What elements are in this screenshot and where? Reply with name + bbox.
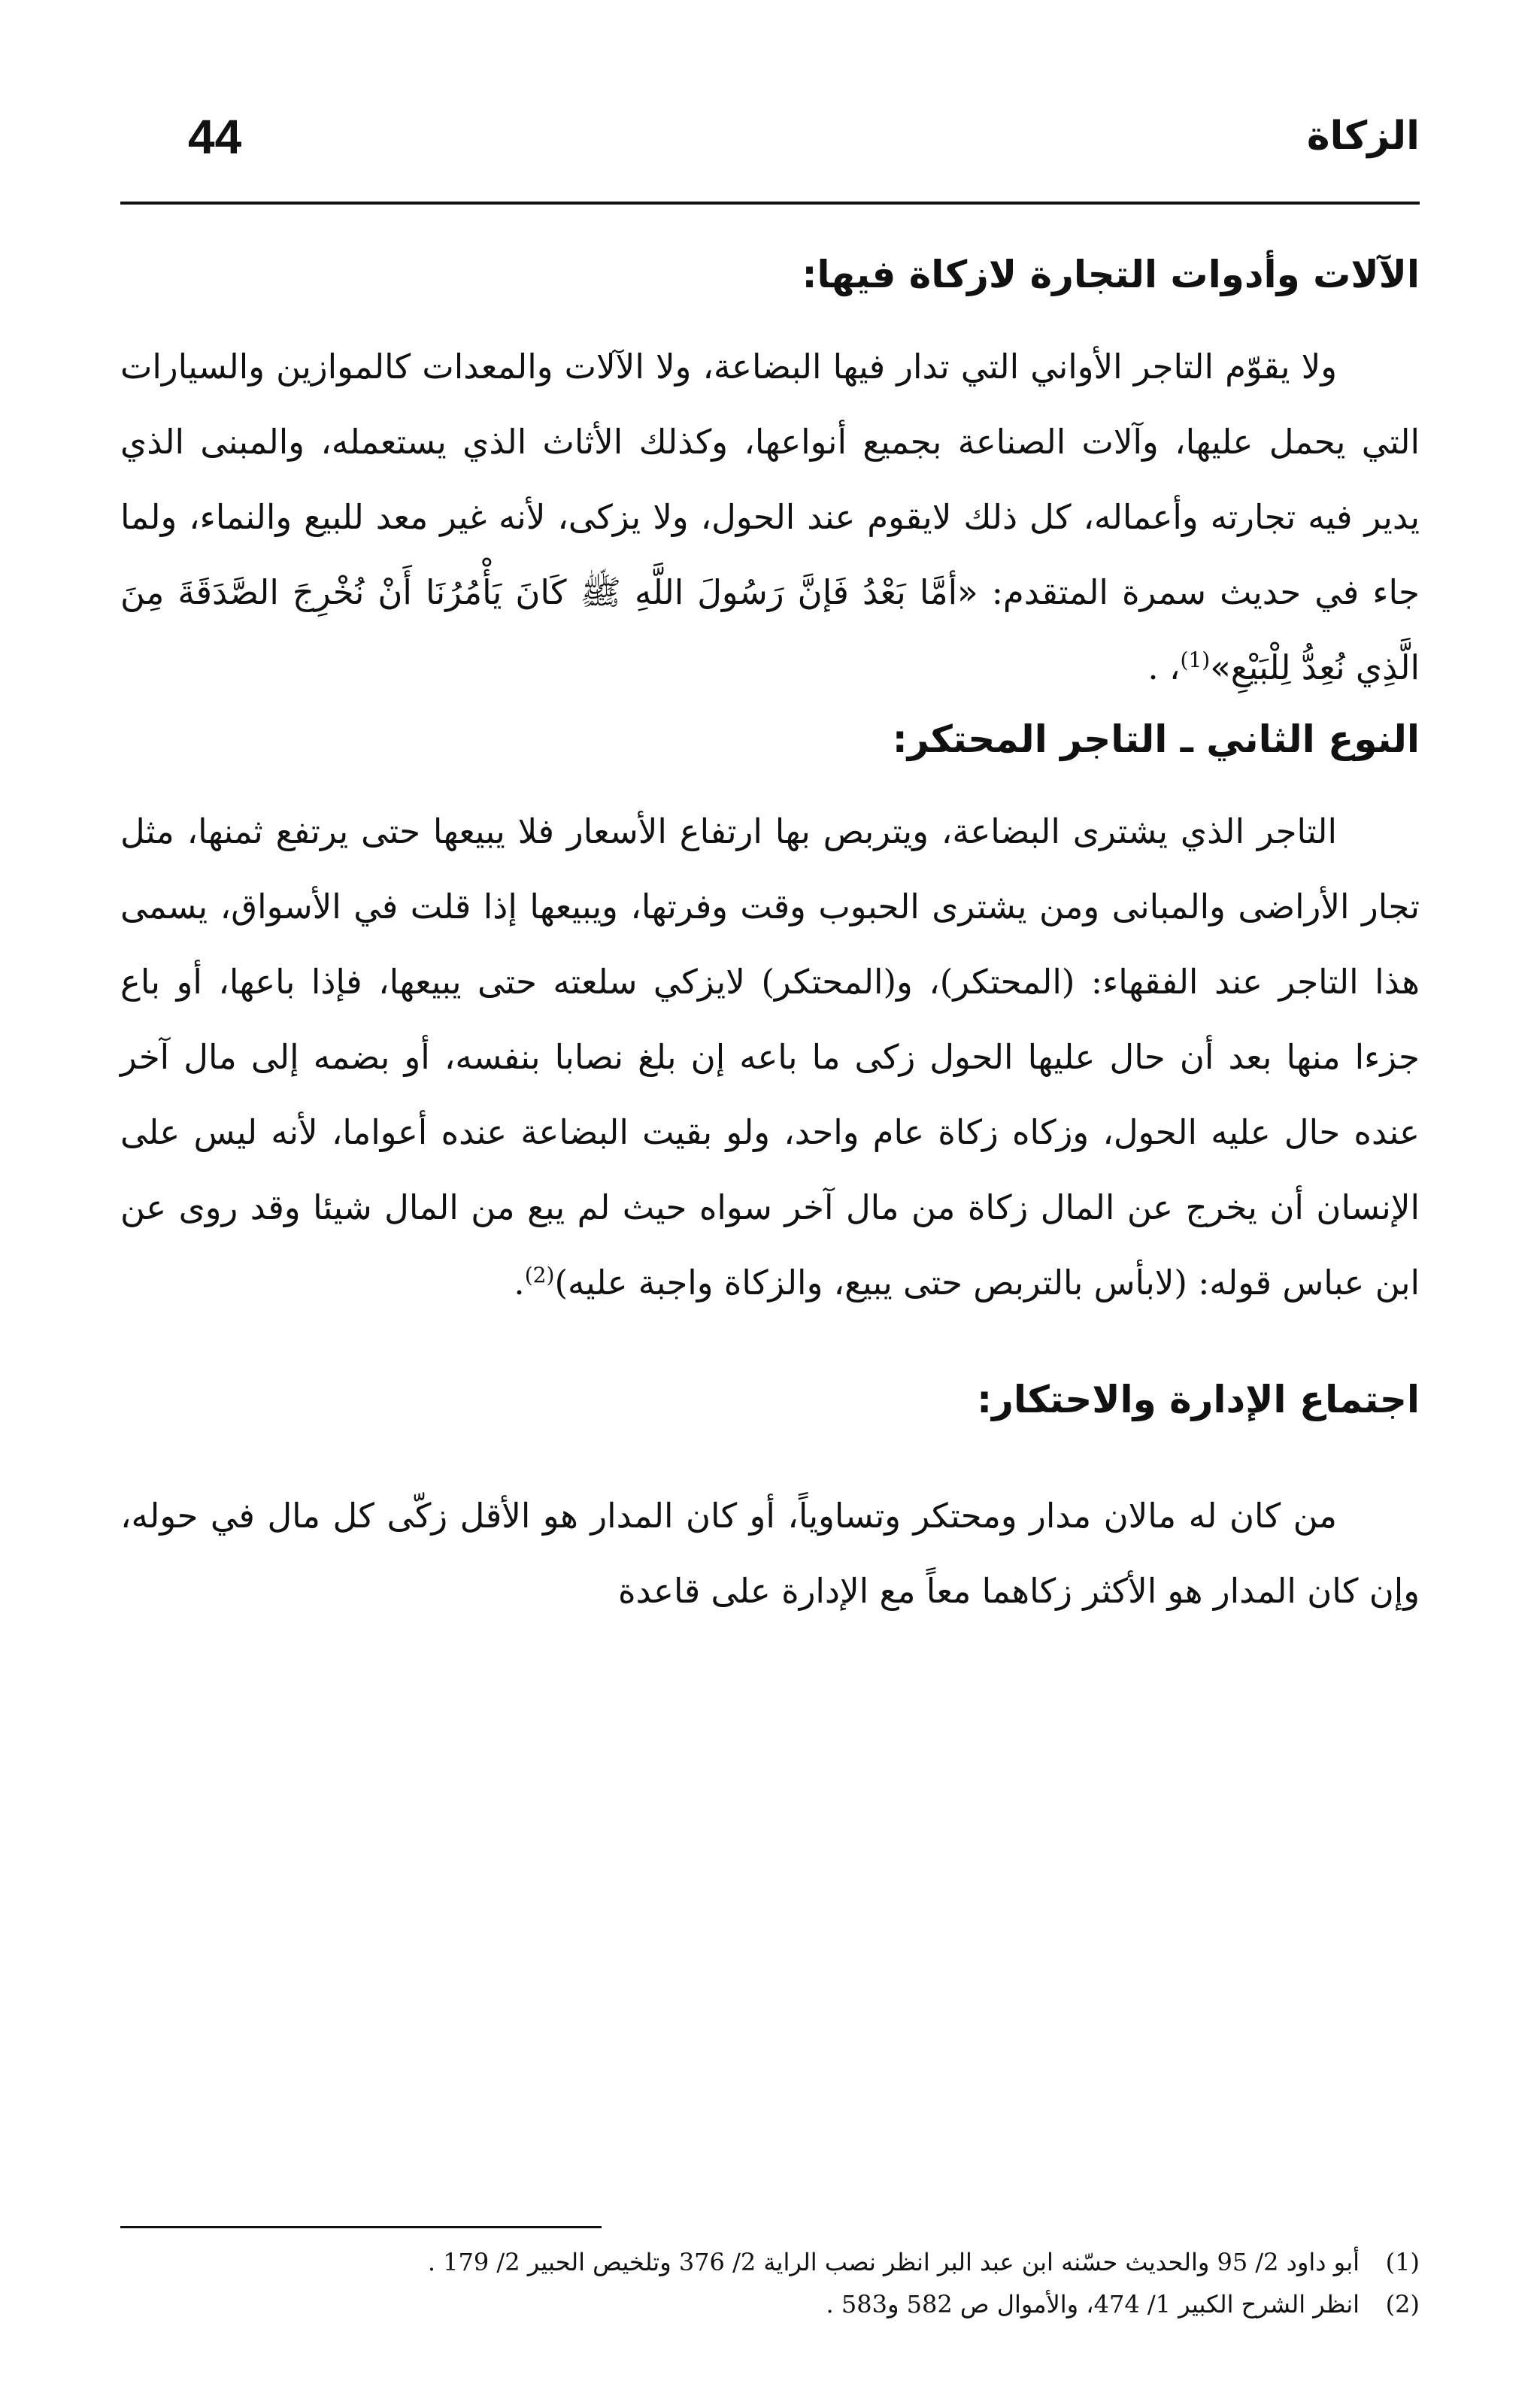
footnote-number: (1)	[1385, 2248, 1420, 2276]
footnote-item	[120, 2241, 1420, 2283]
running-title: الزكاة	[1306, 114, 1420, 159]
main-text	[120, 241, 1420, 1629]
footnote-ref-1[interactable]: (1)	[1180, 648, 1211, 672]
paragraph-tools	[120, 329, 1420, 705]
footnote-rule	[120, 2226, 602, 2228]
paragraph-combined: من كان له مالان مدار ومحتكر وتساوياً، أو كان المدار هو الأقل زكّى كل مال في حوله، وإن كان المدار هو الأكثر زكاهما معاً مع الإدارة على قاعدة	[120, 1496, 1420, 1611]
footnote-item	[120, 2283, 1420, 2325]
section-heading-combined: اجتماع الإدارة والاحتكار:	[977, 1378, 1420, 1421]
footnote-ref-2[interactable]: (2)	[524, 1263, 555, 1287]
section-heading-hoarder: النوع الثاني ـ التاجر المحتكر:	[892, 717, 1420, 761]
footnotes	[120, 2241, 1420, 2325]
paragraph-hoarder-text: التاجر الذي يشترى البضاعة، ويتربص بها ارتفاع الأسعار فلا يبيعها حتى يرتفع ثمنها، مثل تجار الأراضى والمبانى ومن يشترى الحبوب وقت وفرتها، ويبيعها إذا قلت في الأسواق، يسمى هذا التاجر عند الفقهاء: (المحتكر)، و(المحتكر) لايزكي سلعته حتى يبيعها، فإذا باعها، أو باع جزءا منها بعد أن حال عليها الحول زكى ما باعه إن بلغ نصابا بنفسه، أو بضمه إلى مال آخر عنده حال عليه الحول، وزكاه زكاة عام واحد، ولو بقيت البضاعة عنده أعواما، لأنه ليس على الإنسان أن يخرج عن المال زكاة من مال آخر سواه حيث لم يبع من المال شيئا وقد روى عن ابن عباس قوله: (لابأس بالتربص حتى يبيع، والزكاة واجبة عليه)	[120, 811, 1420, 1303]
section-heading-tools: الآلات وأدوات التجارة لازكاة فيها:	[802, 253, 1420, 296]
hadith-quote: «أمَّا بَعْدُ فَإنَّ رَسُولَ اللَّهِ ﷺ كَانَ يَأْمُرُنَا أَنْ نُخْرِجَ الصَّدَقَةَ مِنَ الَّذِي نُعِدُّ لِلْبَيْعِ»	[120, 572, 1420, 687]
footnote-number: (2)	[1385, 2290, 1420, 2319]
footnote-text: انظر الشرح الكبير 1/ 474، والأموال ص 582 و583 .	[826, 2290, 1360, 2319]
paragraph-tools-text: ولا يقوّم التاجر الأواني التي تدار فيها البضاعة، ولا الآلات والمعدات كالموازين والسيارات التي يحمل عليها، وآلات الصناعة بجميع أنواعها، وكذلك الأثاث الذي يستعمله، والمبنى الذي يدير فيه تجارته وأعماله، كل ذلك لايقوم عند الحول، ولا يزكى، لأنه غير معد للبيع والنماء، ولما جاء في حديث سمرة المتقدم:	[120, 347, 1420, 612]
footnote-text: أبو داود 2/ 95 والحديث حسّنه ابن عبد البر انظر نصب الراية 2/ 376 وتلخيص الحبير 2/ 179 .	[427, 2248, 1360, 2276]
page-number: 44	[188, 110, 242, 164]
header-rule	[120, 202, 1420, 205]
paragraph-tools-tail: ، .	[1147, 648, 1181, 687]
paragraph-hoarder-tail: .	[514, 1263, 525, 1303]
paragraph-hoarder	[120, 794, 1420, 1321]
